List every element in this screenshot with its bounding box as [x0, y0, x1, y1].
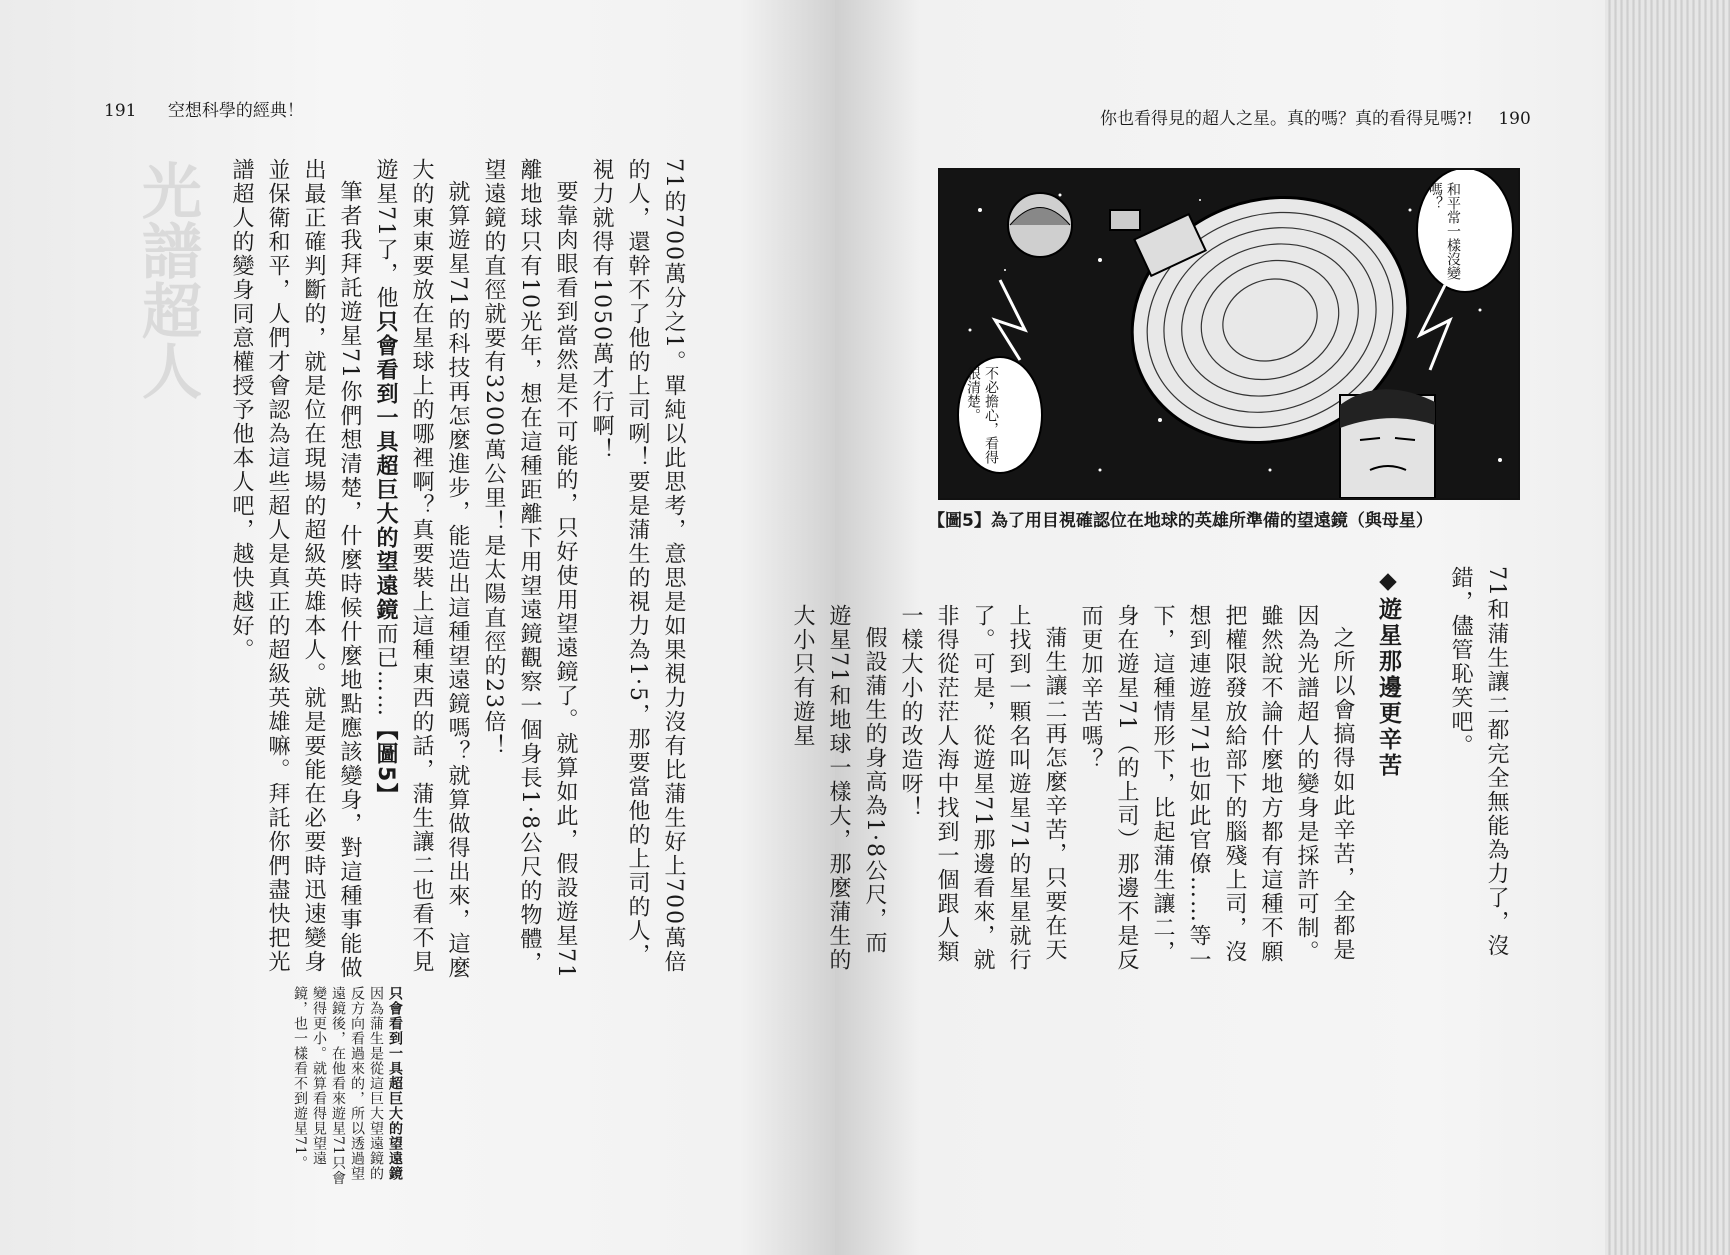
left-paragraph: 要靠肉眼看到當然是不可能的，只好使用望遠鏡了。就算如此，假設遊星71離地球只有10光年，想在這種距離下用望遠鏡觀察一個身長1·8公尺的物體，望遠鏡的直徑就要有3200萬公里！是太陽直徑的23倍！ [481, 158, 578, 980]
page-edges [1605, 0, 1730, 1255]
bold-phrase: 只會看到一具超巨大的望遠鏡 [373, 310, 398, 622]
left-page [0, 0, 840, 1255]
left-paragraph: 71的700萬分之1。單純以此思考，意思是如果視力沒有比蒲生好上700萬倍的人，還幹不了他的上司咧！要是蒲生的視力為1·5，那要當他的上司的人，視力就得有1050萬才行啊！ [589, 158, 686, 974]
right-header [1100, 104, 1531, 129]
sidenote [254, 986, 404, 1186]
left-paragraph: 就算遊星71的科技再怎麼進步，能造出這種望遠鏡嗎？就算做得出來，這麼大的東東要放在星球上的哪裡啊？真要裝上這種東西的話，蒲生讓二也看不見遊星71了，他只會看到一具超巨大的望遠鏡而已……【圖5】 [373, 158, 470, 980]
section-heading: ◆遊星那邊更辛苦 [1375, 568, 1401, 779]
sidenote-body: 因為蒲生是從這巨大望遠鏡的反方向看過來的，所以透過望遠鏡後，在他看來遊星71只會變得更小。就算看得見望遠鏡，也一樣看不到遊星71。 [292, 986, 384, 1186]
mother-planet [1008, 193, 1072, 257]
sidenote-title: 只會看到一具超巨大的望遠鏡 [387, 986, 403, 1181]
figure-5-illustration [938, 168, 1520, 500]
right-paragraph: 假設蒲生的身高為1·8公尺，而遊星71和地球一樣大，那麼蒲生的大小只有遊星 [790, 604, 887, 972]
right-intro-text [1448, 566, 1514, 986]
left-paragraph: 筆者我拜託遊星71你們想清楚，什麼時候什麼地點應該變身，對這種事能做出最正確判斷的，就是位在現場的超級英雄本人。就是要能在必要時迅速變身並保衛和平，人們才會認為這些超人是真正的超級英雄嘛。拜託你們盡快把光譜超人的變身同意權授予他本人吧，越快越好。 [229, 158, 362, 980]
right-paragraph: 之所以會搞得如此辛苦，全都是因為光譜超人的變身是採許可制。雖然說不論什麼地方都有這種不願把權限發放給部下的腦殘上司，沒想到連遊星71也如此官僚……等一下，這種情形下，比起蒲生讓二，身在遊星71（的上司）那邊不是反而更加辛苦嗎？ [1078, 604, 1355, 972]
bubble-bottom-text: 不必擔心，看得很清楚。 [965, 366, 999, 464]
right-paragraph: 蒲生讓二再怎麼辛苦，只要在天上找到一顆名叫遊星71的星星就行了。可是，從遊星71那邊看來，就非得從茫茫人海中找到一個跟人類一樣大小的改造呀！ [898, 604, 1067, 972]
intro-paragraph: 71和蒲生讓二都完全無能為力了，沒錯，儘管恥笑吧。 [1448, 566, 1509, 958]
left-body-text [226, 158, 691, 988]
bubble-top-text: 和平常一樣沒變嗎？ [1427, 182, 1461, 280]
figure-ref: 【圖5】 [373, 718, 398, 808]
figure-caption: 【圖5】為了用目視確認位在地球的英雄所準備的望遠鏡（與母星） [928, 511, 1433, 531]
right-body-text [790, 604, 1360, 976]
bleed-through-title: 光譜超人 [132, 160, 202, 400]
hero-face [1340, 389, 1435, 498]
right-page-number: 190 [1498, 109, 1531, 129]
left-running-title: 空想科學的經典！ [167, 101, 304, 121]
left-page-number: 191 [104, 101, 137, 121]
right-running-title: 你也看得見的超人之星。真的嗎？真的看得見嗎?! [1100, 109, 1473, 129]
left-header [104, 96, 304, 121]
